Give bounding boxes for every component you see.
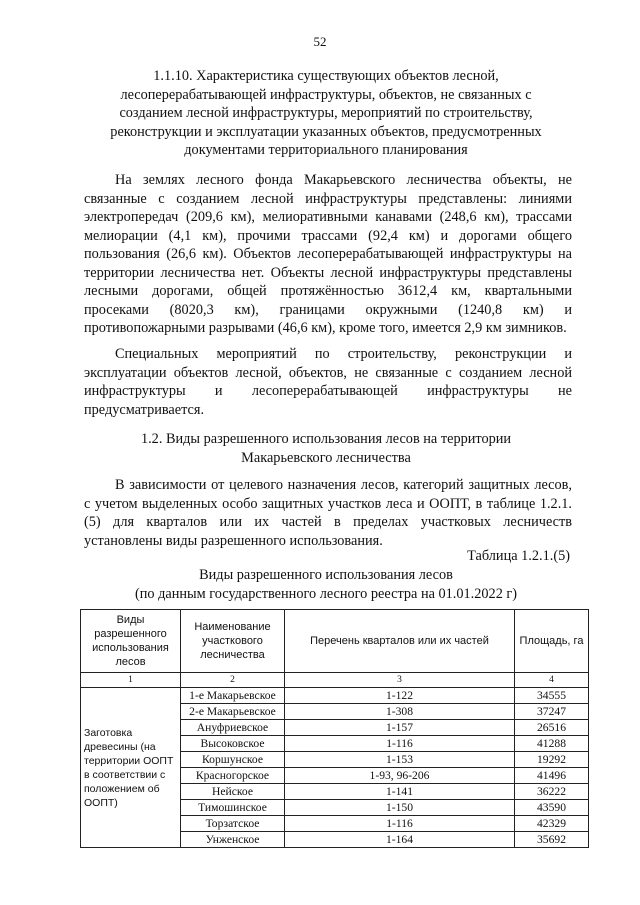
forestry-name: Коршунское: [181, 752, 285, 768]
table-header-row: [81, 610, 589, 673]
area-cell: 34555: [515, 688, 589, 704]
quarters-cell: 1-157: [285, 720, 515, 736]
forestry-name: 1-е Макарьевское: [181, 688, 285, 704]
paragraph-special-measures: [84, 345, 572, 419]
heading-line: созданием лесной инфраструктуры, мероприятий по строительству,: [119, 105, 533, 121]
forestry-name: Торзатское: [181, 816, 285, 832]
section-heading-1-2: [78, 430, 574, 467]
forestry-name: Ануфриевское: [181, 720, 285, 736]
section-heading-1-1-10: [78, 67, 574, 160]
heading-line: документами территориального планирования: [184, 142, 468, 158]
purpose-cell: Заготовка древесины (на территории ООПТ в соответствии с положением об ООПТ): [81, 688, 181, 848]
column-number: 4: [515, 673, 589, 688]
table-row: [81, 688, 589, 704]
column-number: 1: [81, 673, 181, 688]
table-label: Таблица 1.2.1.(5): [467, 548, 570, 564]
heading-line: лесоперерабатывающей инфраструктуры, объектов, не связанных с: [120, 86, 532, 103]
quarters-cell: 1-93, 96-206: [285, 768, 515, 784]
forestry-name: Красногорское: [181, 768, 285, 784]
forestry-name: Тимошинское: [181, 800, 285, 816]
permitted-use-table: [80, 609, 589, 848]
page-number: 52: [313, 34, 327, 49]
area-cell: 41496: [515, 768, 589, 784]
paragraph-text: На землях лесного фонда Макарьевского лесничества объекты, не связанные с созданием лесной инфраструктуры представлены: линиями электропередач (209,6 км), мелиоративными канавами (248,6 км), трассами мелиорации (4,1 км), прочими трассами (92,4 км) и дорогами общего пользования (26,6 км). Объектов лесоперерабатывающей инфраструктуры на территории лесничества нет. Объекты лесной инфраструктуры представлены лесными дорогами, общей протяжённостью 3612,4 км, квартальными просеками (8020,3 км), границами окружными (1240,8 км) и противопожарными разрывами (46,6 км), кроме того, имеется 2,9 км зимников.: [84, 172, 572, 336]
header-cell: Площадь, га: [515, 610, 589, 673]
header-cell: Наименование участкового лесничества: [181, 610, 285, 673]
heading-line: реконструкции и эксплуатации указанных объектов, предусмотренных: [110, 123, 542, 140]
area-cell: 37247: [515, 704, 589, 720]
paragraph-infrastructure: [84, 171, 572, 338]
heading-line: Макарьевского лесничества: [241, 449, 411, 466]
area-cell: 19292: [515, 752, 589, 768]
quarters-cell: 1-308: [285, 704, 515, 720]
quarters-cell: 1-122: [285, 688, 515, 704]
quarters-cell: 1-116: [285, 736, 515, 752]
area-cell: 35692: [515, 832, 589, 848]
quarters-cell: 1-150: [285, 800, 515, 816]
quarters-cell: 1-141: [285, 784, 515, 800]
area-cell: 42329: [515, 816, 589, 832]
forestry-name: Унженское: [181, 832, 285, 848]
column-number-row: [81, 673, 589, 688]
forestry-name: Нейское: [181, 784, 285, 800]
table-caption: [78, 566, 574, 603]
heading-line: 1.1.10. Характеристика существующих объектов лесной,: [153, 68, 499, 84]
caption-line: Виды разрешенного использования лесов: [199, 567, 453, 583]
heading-line: 1.2. Виды разрешенного использования лесов на территории: [140, 431, 512, 447]
column-number: 2: [181, 673, 285, 688]
area-cell: 41288: [515, 736, 589, 752]
header-cell: Виды разрешенного использования лесов: [81, 610, 181, 673]
quarters-cell: 1-153: [285, 752, 515, 768]
paragraph-text: Специальных мероприятий по строительству, реконструкции и эксплуатации объектов лесной, объектов, не связанные с созданием лесной инфраструктуры и лесоперерабатывающей инфраструктуры не предусматривается.: [84, 346, 572, 418]
quarters-cell: 1-116: [285, 816, 515, 832]
header-cell: Перечень кварталов или их частей: [285, 610, 515, 673]
column-number: 3: [285, 673, 515, 688]
paragraph-text: В зависимости от целевого назначения лесов, категорий защитных лесов, с учетом выделенных особо защитных участков леса и ООПТ, в таблице 1.2.1.(5) для кварталов или их частей в пределах участковых лесничеств установлены виды разрешенного использования.: [84, 477, 572, 549]
area-cell: 26516: [515, 720, 589, 736]
caption-line: (по данным государственного лесного реестра на 01.01.2022 г): [134, 585, 518, 602]
paragraph-permitted-uses: [84, 476, 572, 550]
quarters-cell: 1-164: [285, 832, 515, 848]
area-cell: 43590: [515, 800, 589, 816]
forestry-name: Высоковское: [181, 736, 285, 752]
area-cell: 36222: [515, 784, 589, 800]
forestry-name: 2-е Макарьевское: [181, 704, 285, 720]
